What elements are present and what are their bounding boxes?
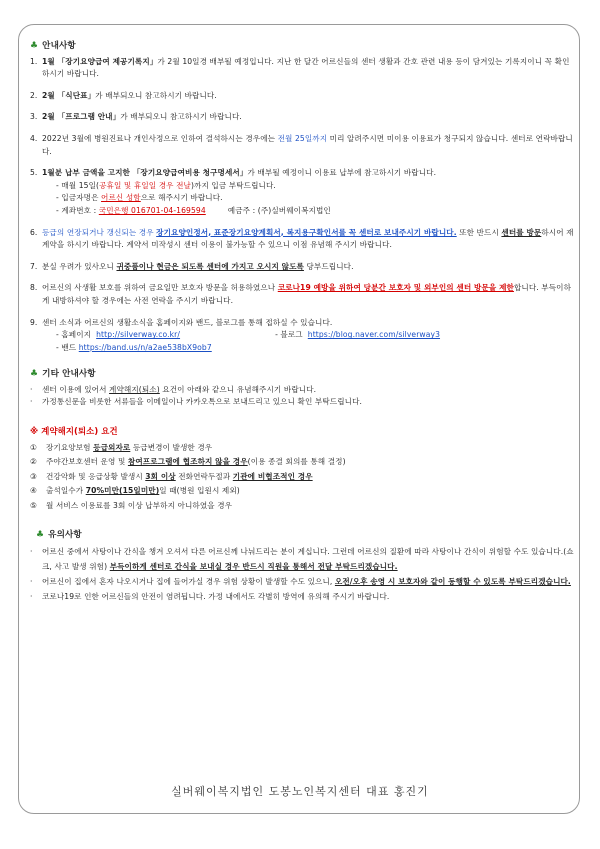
item-text: 가 2월 10일경 배부될 예정입니다. 지난 한 달간 어르신들의 센터 생활과 간호 관련 내용 등이 담겨있는 기록지이니 꼭 확인하시기 바랍니다. (42, 56, 570, 79)
notice-item-5 (30, 167, 574, 217)
termination-item-2: ② 주야간보호센터 운영 및 참여프로그램에 협조하지 않을 경우(이용 종결 회의를 통해 결정) (30, 457, 346, 467)
notice-item-9 (30, 317, 574, 355)
item-number: 4. (30, 133, 38, 143)
payment-detail-2: - 입금자명은 어르신 성함으로 해주시기 바랍니다. (56, 193, 223, 203)
item-emphasis: 귀중품이나 현금은 되도록 센터에 가지고 오시지 않도록 (116, 261, 304, 271)
item-number: 3. (30, 112, 38, 122)
item-text: 미리 알려주시면 미이용 이용료가 청구되지 않습니다. 센터로 연락바랍니다. (42, 133, 573, 156)
bank-account: 국민은행 016701-04-169594 (98, 205, 206, 215)
homepage-link[interactable]: http://silverway.co.kr/ (96, 330, 181, 340)
item-number: 2. (30, 90, 38, 100)
band-link[interactable]: https://band.us/n/a2ae538bX9ob7 (78, 342, 212, 352)
caution-emphasis: 오전/오후 송영 시 보호자와 같이 동행할 수 있도록 부탁드리겠습니다. (334, 577, 571, 587)
caution-bullet-3: · 코로나19로 인한 어르신들의 안전이 염려됩니다. 가정 내에서도 각별히 방역에 유의해 주시기 바랍니다. (30, 592, 390, 602)
section-title: 유의사항 (48, 529, 82, 540)
termination-link: 계약해지(퇴소) (109, 384, 160, 394)
item-number: 8. (30, 283, 38, 293)
item-text: 센터 소식과 어르신의 생활소식을 홈페이지와 밴드, 블로그를 통해 접하실 수 있습니다. (42, 317, 333, 327)
termination-item-4: ④ 출석일수가 70%미만(15일미만)일 때(병원 입원시 제외) (30, 486, 240, 496)
notice-item-7: 7. 분실 우려가 있사오니 귀중품이나 현금은 되도록 센터에 가지고 오시지 않도록 당부드립니다. (30, 261, 574, 274)
item-text: 등급의 연장되거나 갱신되는 경우 (42, 227, 157, 237)
account-holder: 예금주 : (주)실버웨이복지법인 (227, 205, 331, 215)
item-number: 5. (30, 168, 38, 178)
notice-content (30, 40, 574, 604)
item-emphasis: 2월 「식단표」 (42, 90, 96, 100)
item-emphasis: 센터를 방문 (501, 227, 542, 237)
caution-bullet-2: · 어르신이 집에서 혼자 나오시거나 집에 들어가실 경우 위험 상황이 발생할 수도 있으니, 오전/오후 송영 시 보호자와 같이 동행할 수 있도록 부탁드리겠습니다. (30, 577, 571, 587)
caution-emphasis: 부득이하게 센터로 간식을 보내실 경우 반드시 직원을 통해서 전달 부탁드리겠습니다. (109, 562, 398, 572)
item-number: 1. (30, 56, 38, 66)
section-notice-heading (30, 40, 574, 53)
caution-bullet-1: · 어르신 중에서 사탕이나 간식을 챙겨 오셔서 다른 어르신께 나눠드리는 분이 계십니다. 그런데 어르신의 질환에 따라 사탕이나 간식이 위험할 수도 있습니다.(쇼크, 사고 발생 위험) 부득이하게 센터로 간식을 보내실 경우 반드시 직원을 통해서 전달 부탁드리겠습니다. (30, 547, 574, 572)
notice-item-6: 6. 등급의 연장되거나 갱신되는 경우 장기요양인정서, 표준장기요양계획서, 복지용구확인서를 꼭 센터로 보내주시기 바랍니다. 또한 반드시 센터를 방문하시어 재계약을 하시기 바랍니다. 계약서 미작성시 센터 이용이 불가능할 수 있으니 이점 유념해 주시기 바랍니다. (30, 227, 574, 252)
other-bullet-2: · 가정통신문을 비롯한 서류들을 이메일이나 카카오톡으로 보내드리고 있으니 확인 부탁드립니다. (30, 397, 363, 407)
termination-item-5: ⑤ 월 서비스 이용료를 3회 이상 납부하지 아니하였을 경우 (30, 501, 233, 511)
spade-icon: ♣ (30, 41, 39, 51)
visit-restriction: 코로나19 예방을 위하여 당분간 보호자 및 외부인의 센터 방문을 제한 (277, 283, 514, 293)
holiday-note: 공휴일 및 휴일일 경우 전날 (99, 180, 191, 190)
notice-item-8: 8. 어르신의 사생활 보호를 위하여 금요일만 보호자 방문을 허용하였으나 코로나19 예방을 위하여 당분간 보호자 및 외부인의 센터 방문을 제한합니다. 부득이하게 내방하셔야 할 경우에는 사전 연락을 주시기 바랍니다. (30, 282, 574, 307)
deadline-highlight: 전월 25일까지 (277, 133, 328, 143)
item-text: 2022년 3월에 병원진료나 개인사정으로 인하여 결석하시는 경우에는 (42, 133, 278, 143)
item-text: 가 배부될 예정이니 이용료 납부에 참고하시기 바랍니다. (247, 168, 437, 178)
termination-item-3: ③ 건강악화 및 응급상황 발생시 3회 이상 전화연락두절과 기관에 비협조적인 경우 (30, 471, 313, 481)
notice-item-3 (30, 111, 574, 124)
signature-footer: 실버웨이복지법인 도봉노인복지센터 대표 홍진기 (171, 785, 429, 798)
notice-item-2 (30, 90, 574, 103)
item-number: 7. (30, 261, 38, 271)
links-row: - 홈페이지 http://silverway.co.kr/ - 블로그 https://blog.naver.com/silverway3 (56, 330, 441, 340)
spade-icon: ♣ (36, 529, 45, 540)
section-title: 안내사항 (42, 41, 76, 51)
band-row: - 밴드 https://band.us/n/a2ae538bX9ob7 (56, 342, 212, 352)
item-number: 9. (30, 317, 38, 327)
notice-item-1 (30, 56, 574, 81)
section-other-heading (30, 368, 574, 381)
other-bullet-1: · 센터 이용에 있어서 계약해지(퇴소) 요건이 아래와 같으니 유념해주시기 바랍니다. (30, 384, 317, 394)
notice-item-4 (30, 133, 574, 158)
blog-link[interactable]: https://blog.naver.com/silverway3 (307, 330, 441, 340)
item-emphasis: 1월분 납부 금액을 고지한 「장기요양급여비용 청구명세서」 (42, 168, 248, 178)
section-title: 기타 안내사항 (42, 369, 96, 380)
depositor-note: 어르신 성함 (101, 193, 141, 203)
item-emphasis: 장기요양인정서, 표준장기요양계획서, 복지용구확인서를 꼭 센터로 보내주시기 바랍니다. (156, 227, 457, 237)
item-number: 6. (30, 227, 38, 237)
section-caution-heading (30, 529, 574, 542)
item-emphasis: 1월 「장기요양급여 제공기록지」 (42, 56, 158, 66)
spade-icon: ♣ (30, 369, 39, 380)
termination-heading: ※ 계약해지(퇴소) 요건 (30, 426, 118, 437)
item-emphasis: 2월 「프로그램 안내」 (42, 112, 121, 122)
termination-item-1: ① 장기요양보험 등급외자로 등급변경이 발생한 경우 (30, 442, 213, 452)
payment-detail-1: - 매월 15일(공휴일 및 휴일일 경우 전날)까지 입금 부탁드립니다. (56, 180, 276, 190)
item-text: 가 배부되오니 참고하시기 바랍니다. (95, 90, 217, 100)
item-text: 가 배부되오니 참고하시기 바랍니다. (120, 112, 242, 122)
payment-detail-3: - 계좌번호 : 국민은행 016701-04-169594 예금주 : (주)실버웨이복지법인 (56, 205, 331, 215)
